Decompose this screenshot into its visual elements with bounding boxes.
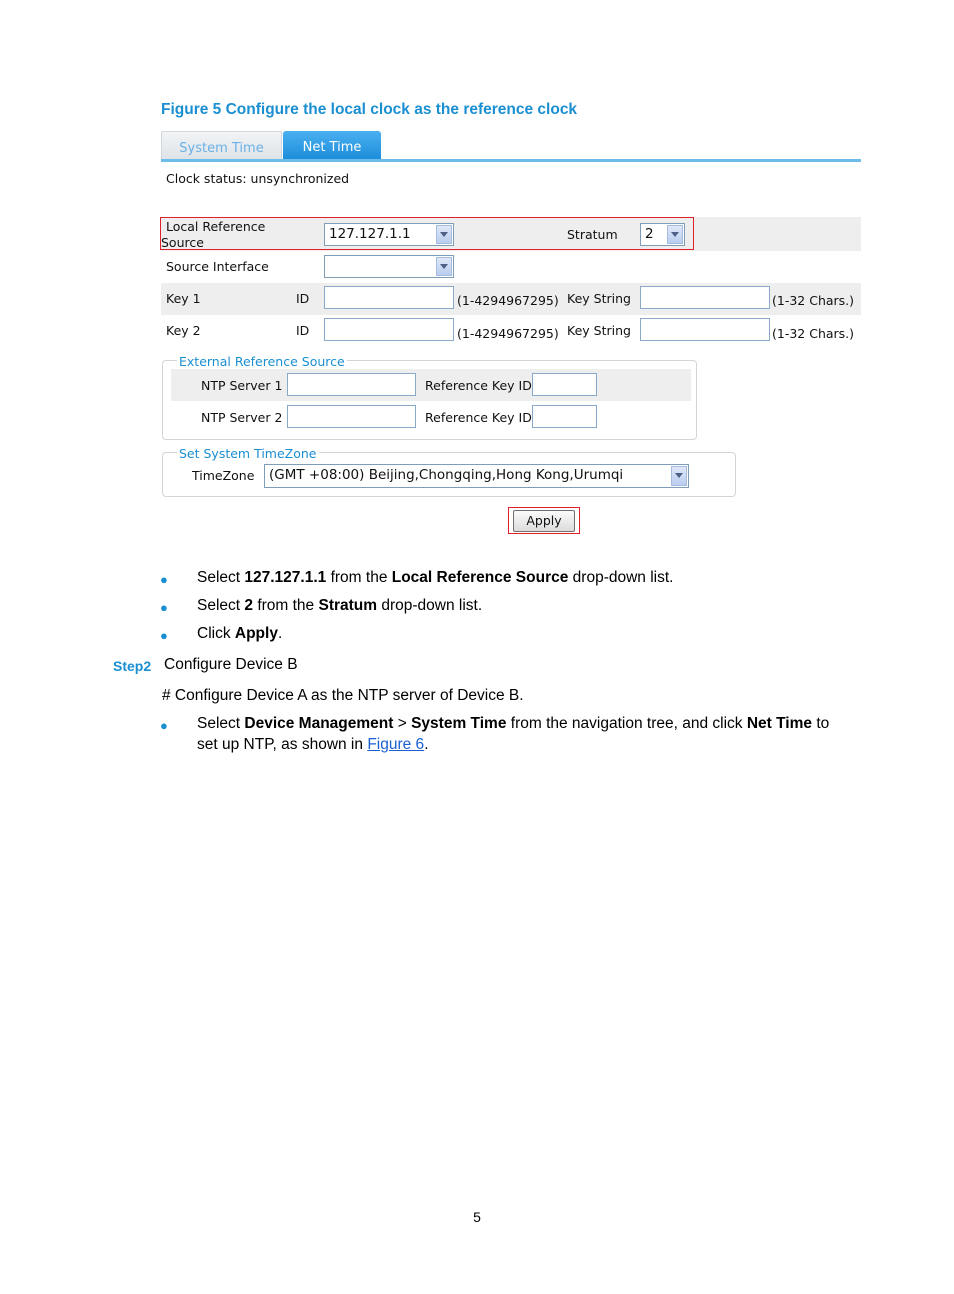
figure-6-link[interactable]: Figure 6 <box>367 736 425 753</box>
bold-text: System Time <box>411 715 507 732</box>
step-text: Configure Device B <box>164 656 298 673</box>
source-interface-label: Source Interface <box>166 259 269 274</box>
bullet-3 <box>197 625 282 643</box>
bold-text: 127.127.1.1 <box>244 569 327 586</box>
external-reference-legend: External Reference Source <box>179 354 345 369</box>
ntp-server2-key-label: Reference Key ID <box>425 410 532 425</box>
bullet-icon: ● <box>160 572 168 587</box>
key2-string-label: Key String <box>567 323 631 338</box>
page-number: 5 <box>473 1209 481 1225</box>
ntp-server1-input[interactable] <box>287 373 416 396</box>
key2-id-input[interactable] <box>324 318 454 341</box>
chevron-down-icon[interactable] <box>667 225 683 244</box>
key1-label: Key 1 <box>166 291 201 306</box>
bold-text: 2 <box>244 597 254 614</box>
clock-status: Clock status: unsynchronized <box>166 171 350 186</box>
bullet-1 <box>197 569 673 587</box>
key1-string-range: (1-32 Chars.) <box>772 293 855 308</box>
key2-id-range: (1-4294967295) <box>457 326 559 341</box>
stratum-value: 2 <box>645 226 654 242</box>
chevron-down-icon[interactable] <box>671 466 687 486</box>
figure-caption: Figure 5 Configure the local clock as the reference clock <box>161 101 578 118</box>
key2-label: Key 2 <box>166 323 201 338</box>
key1-string-input[interactable] <box>640 286 770 309</box>
text: . <box>424 736 429 753</box>
bullet-icon: ● <box>160 628 168 643</box>
tab-underline <box>161 159 861 162</box>
bold-text: Device Management <box>244 715 394 732</box>
text: from the <box>326 569 392 586</box>
local-reference-label-line1: Local Reference <box>166 219 266 234</box>
source-interface-select[interactable] <box>324 255 454 278</box>
text: Select <box>197 569 245 586</box>
ntp-server2-label: NTP Server 2 <box>201 410 283 425</box>
ntp-server1-label: NTP Server 1 <box>201 378 283 393</box>
local-reference-label-line2: Source <box>161 235 204 250</box>
key2-string-input[interactable] <box>640 318 770 341</box>
text: . <box>277 625 283 642</box>
apply-button[interactable]: Apply <box>513 510 575 532</box>
ntp-server1-key-label: Reference Key ID <box>425 378 532 393</box>
chevron-down-icon[interactable] <box>436 257 452 276</box>
tab-net-time[interactable]: Net Time <box>283 131 381 161</box>
text: to <box>812 715 830 732</box>
local-reference-value: 127.127.1.1 <box>329 226 411 242</box>
text: Select <box>197 597 245 614</box>
key1-id-range: (1-4294967295) <box>457 293 559 308</box>
text: Click <box>197 625 235 642</box>
timezone-select[interactable] <box>264 464 689 488</box>
local-reference-select[interactable] <box>324 223 454 246</box>
stratum-select[interactable] <box>640 223 685 246</box>
ntp-server2-key-input[interactable] <box>532 405 597 428</box>
ntp-server2-input[interactable] <box>287 405 416 428</box>
text: set up NTP, as shown in <box>197 736 368 753</box>
timezone-value: (GMT +08:00) Beijing,Chongqing,Hong Kong,Urumqi <box>269 467 624 483</box>
bullet-4 <box>197 715 829 733</box>
text: Select <box>197 715 245 732</box>
key1-id-input[interactable] <box>324 286 454 309</box>
ntp-server1-key-input[interactable] <box>532 373 597 396</box>
key1-string-label: Key String <box>567 291 631 306</box>
bullet-icon: ● <box>160 600 168 615</box>
key2-string-range: (1-32 Chars.) <box>772 326 855 341</box>
text: drop-down list. <box>377 597 483 614</box>
text: > <box>393 715 412 732</box>
text: from the navigation tree, and click <box>506 715 747 732</box>
bullet-2 <box>197 597 482 615</box>
bullet-4-line2 <box>197 736 429 754</box>
key1-id-label: ID <box>296 291 310 306</box>
bold-text: Apply <box>234 625 278 642</box>
stratum-label: Stratum <box>567 227 618 242</box>
chevron-down-icon[interactable] <box>436 225 452 244</box>
text: drop-down list. <box>568 569 674 586</box>
timezone-legend: Set System TimeZone <box>179 446 317 461</box>
bold-text: Local Reference Source <box>391 569 569 586</box>
timezone-label: TimeZone <box>192 468 255 483</box>
bold-text: Net Time <box>746 715 813 732</box>
step-label: Step2 <box>113 658 152 674</box>
tab-system-time[interactable]: System Time <box>161 131 282 161</box>
comment-line: # Configure Device A as the NTP server of Device B. <box>162 687 524 704</box>
bold-text: Stratum <box>318 597 378 614</box>
bullet-icon: ● <box>160 718 168 733</box>
text: from the <box>253 597 319 614</box>
key2-id-label: ID <box>296 323 310 338</box>
